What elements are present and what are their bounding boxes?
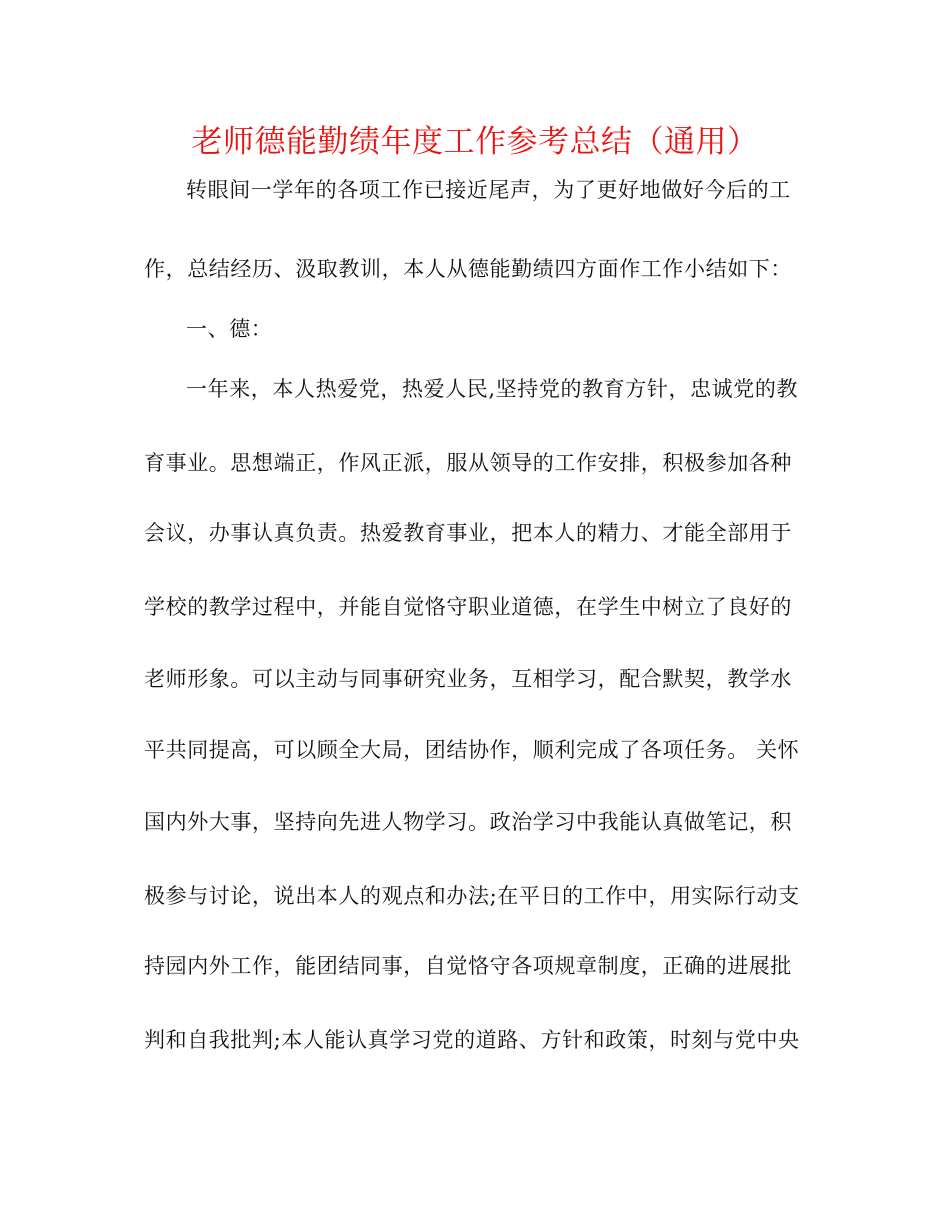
paragraph-line: 极参与讨论，说出本人的观点和办法;在平日的工作中，用实际行动支: [144, 884, 800, 908]
paragraph-line: 学校的教学过程中，并能自觉恪守职业道德，在学生中树立了良好的: [144, 595, 792, 619]
paragraph-line: 一年来，本人热爱党，热爱人民,坚持党的教育方针，忠诚党的教: [186, 377, 799, 401]
section-heading: 一、德：: [186, 317, 273, 341]
paragraph-line: 判和自我批判;本人能认真学习党的道路、方针和政策，时刻与党中央: [144, 1028, 800, 1052]
document-title: 老师德能勤绩年度工作参考总结（通用）: [191, 124, 759, 160]
paragraph-line: 老师形象。可以主动与同事研究业务，互相学习，配合默契，教学水: [144, 667, 792, 691]
paragraph-line: 转眼间一学年的各项工作已接近尾声，为了更好地做好今后的工: [186, 178, 791, 202]
paragraph-line: 育事业。思想端正，作风正派，服从领导的工作安排，积极参加各种: [144, 451, 792, 475]
paragraph-line: 平共同提高，可以顾全大局，团结协作，顺利完成了各项任务。 关怀: [144, 738, 800, 762]
paragraph-line: 国内外大事，坚持向先进人物学习。政治学习中我能认真做笔记，积: [144, 810, 792, 834]
paragraph-line: 持园内外工作，能团结同事，自觉恪守各项规章制度，正确的进展批: [144, 954, 792, 978]
paragraph-line: 会议，办事认真负责。热爱教育事业，把本人的精力、才能全部用于: [144, 521, 792, 545]
paragraph-line: 作，总结经历、汲取教训，本人从德能勤绩四方面作工作小结如下：: [144, 257, 792, 281]
